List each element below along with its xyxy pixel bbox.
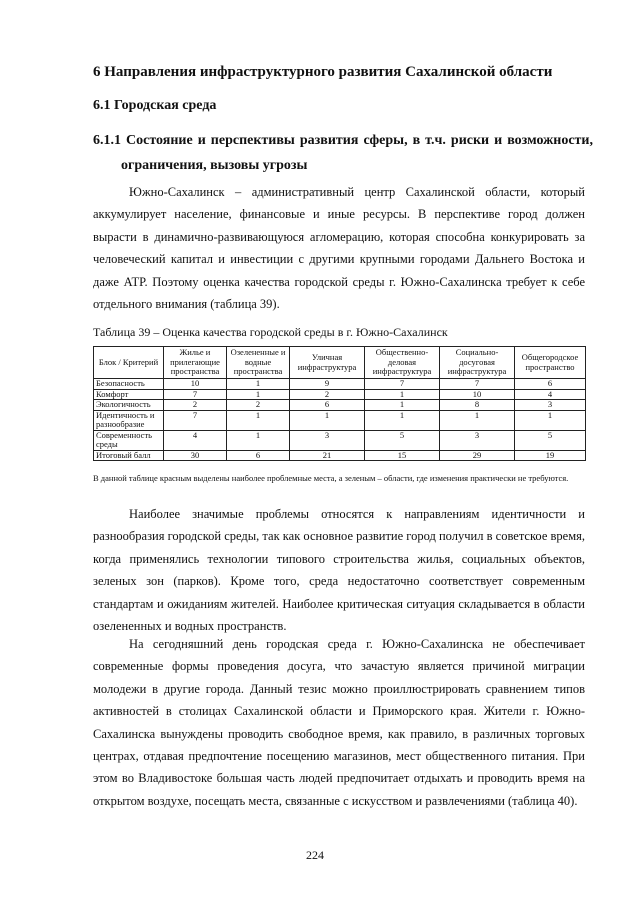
section-heading: 6 Направления инфраструктурного развития Сахалинской области [93, 64, 553, 80]
table-cell: 3 [440, 430, 515, 450]
table-cell: 4 [164, 430, 227, 450]
table-cell: 1 [227, 389, 290, 400]
table-cell: 7 [365, 379, 440, 390]
table-header: Блок / Критерий [94, 347, 164, 379]
table-cell: 3 [515, 400, 586, 411]
quality-table [93, 346, 586, 461]
table-cell: 30 [164, 450, 227, 461]
table-cell: Экологичность [94, 400, 164, 411]
table-row [94, 389, 586, 400]
table-cell: 7 [164, 389, 227, 400]
table-cell: 4 [515, 389, 586, 400]
table-cell: 7 [164, 410, 227, 430]
table-cell: 1 [365, 400, 440, 411]
table-cell: 3 [290, 430, 365, 450]
paragraph-leisure: На сегодняшний день городская среда г. Южно-Сахалинска не обеспечивает современные формы проведения досуга, что зачастую является причиной миграции молодежи в другие города. Данный тезис можно проиллюстрировать сравнением типов активностей в столицах Сахалинской области и Приморского края. Жители г. Южно-Сахалинска вынуждены проводить свободное время, как правило, в различных торговых центрах, отдавая предпочтение посещению магазинов, мест общественного питания. При этом во Владивостоке большая часть людей предпочитает отдыхать и проводить время на открытом воздухе, посещать места, связанные с искусством и развлечениями (таблица 40). [93, 637, 585, 808]
table-cell: 1 [515, 410, 586, 430]
table-cell: Идентичность и разнообразие [94, 410, 164, 430]
table-row [94, 379, 586, 390]
page-number: 224 [306, 848, 324, 862]
table-cell: 2 [227, 400, 290, 411]
subsubsection-heading-line1: 6.1.1 Состояние и перспективы развития сферы, в т.ч. риски и возможности, [93, 133, 593, 148]
table-row [94, 400, 586, 411]
table-header: Озелененные и водные пространства [227, 347, 290, 379]
subsubsection-heading-line2: ограничения, вызовы угрозы [121, 158, 308, 173]
table-cell: 21 [290, 450, 365, 461]
table-cell: 1 [227, 410, 290, 430]
table-header: Социально-досуговая инфраструктура [440, 347, 515, 379]
table-header-row [94, 347, 586, 379]
table-cell: 29 [440, 450, 515, 461]
table-cell: 5 [515, 430, 586, 450]
subsection-heading: 6.1 Городская среда [93, 98, 217, 113]
table-cell: 6 [515, 379, 586, 390]
table-cell: 1 [365, 389, 440, 400]
table-row [94, 410, 586, 430]
table-cell: 2 [164, 400, 227, 411]
table-cell: 15 [365, 450, 440, 461]
table-note: В данной таблице красным выделены наиболее проблемные места, а зеленым – области, где изменения практически не требуются. [93, 473, 569, 483]
table-header: Уличная инфраструктура [290, 347, 365, 379]
table-cell: Безопасность [94, 379, 164, 390]
paragraph-problems: Наиболее значимые проблемы относятся к направлениям идентичности и разнообразия городской среды, так как основное развитие город получил в советское время, когда применялись технологии типового строительства жилья, социальных объектов, зеленых зон (парков). Кроме того, среда недостаточно соответствует современным стандартам и ожиданиям жителей. Наиболее критическая ситуация складывается в области озелененных и водных пространств. [93, 507, 585, 634]
table-cell: 7 [440, 379, 515, 390]
table-cell: 10 [440, 389, 515, 400]
table-cell: 9 [290, 379, 365, 390]
paragraph-intro: Южно-Сахалинск – административный центр Сахалинской области, который аккумулирует население, финансовые и иные ресурсы. В перспективе город должен вырасти в динамично-развивающуюся агломерацию, которая способна конкурировать за человеческий капитал и инвестиции с другими крупными городами Дальнего Востока и даже АТР. Поэтому оценка качества городской среды г. Южно-Сахалинска требует к себе отдельного внимания (таблица 39). [93, 185, 585, 312]
table-cell: 1 [365, 410, 440, 430]
table-cell: 2 [290, 389, 365, 400]
table-cell: 1 [440, 410, 515, 430]
table-cell: Комфорт [94, 389, 164, 400]
table-caption: Таблица 39 – Оценка качества городской среды в г. Южно-Сахалинск [93, 325, 448, 339]
table-cell: Итоговый балл [94, 450, 164, 461]
table-header: Общественно-деловая инфраструктура [365, 347, 440, 379]
table-row [94, 430, 586, 450]
table-cell: 1 [227, 379, 290, 390]
table-header: Жилье и прилегающие пространства [164, 347, 227, 379]
table-cell: 19 [515, 450, 586, 461]
table-cell: 8 [440, 400, 515, 411]
table-cell: 10 [164, 379, 227, 390]
table-cell: 5 [365, 430, 440, 450]
table-row-total [94, 450, 586, 461]
table-cell: Современность среды [94, 430, 164, 450]
table-cell: 1 [290, 410, 365, 430]
table-cell: 6 [227, 450, 290, 461]
table-cell: 6 [290, 400, 365, 411]
table-header: Общегородское пространство [515, 347, 586, 379]
table-cell: 1 [227, 430, 290, 450]
